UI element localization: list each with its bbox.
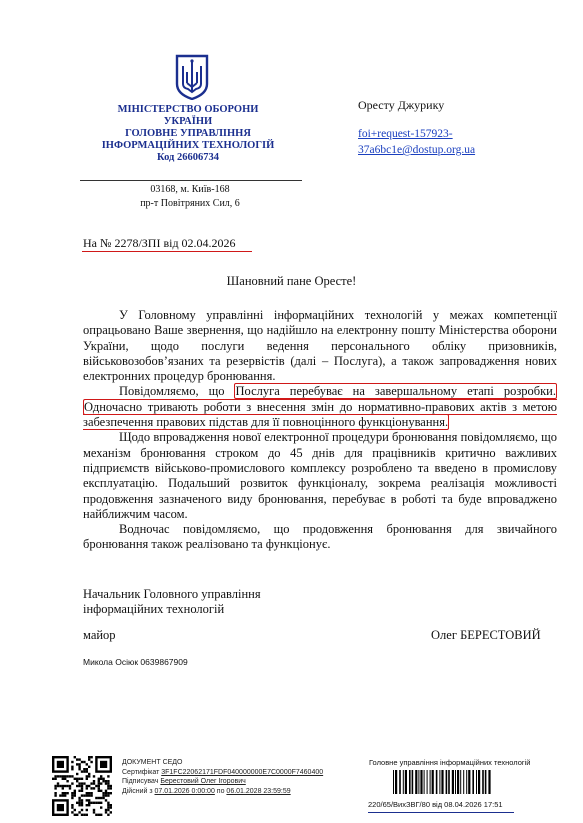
paragraph-3: Щодо впровадження нової електронної процедури бронювання повідомляємо, що механізм бронювання строком до 45 днів для працівників критично важливих підприємств військово-промислового комплексу розроблено та введено в промислову експлуатацію. Подальший розвиток функціоналу, зокрема реалізація можливості продовження зазначеного виду бронювання, перебуває в роботі та буде впроваджено найближчим часом. (83, 430, 557, 521)
stamp-cert-label: Сертифікат (122, 768, 162, 776)
address-line: пр-т Повітряних Сил, 6 (140, 198, 240, 209)
reference-underline (82, 251, 252, 252)
stamp-signer-label: Підписувач (122, 778, 161, 786)
signatory-rank: майор (83, 628, 116, 642)
ministry-line: МІНІСТЕРСТВО ОБОРОНИ (117, 104, 259, 115)
stamp-valid-from: 07.01.2026 0:00:00 (154, 787, 215, 795)
ministry-header (90, 104, 286, 164)
stamp-cert-value: 3F1FC22062171FDF040000000E7C0000F7460400 (161, 768, 324, 776)
highlight-service-status: Послуга перебуває на завершальному етапі розробки. (235, 384, 556, 399)
ministry-line: ІНФОРМАЦІЙНИХ ТЕХНОЛОГІЙ (101, 140, 275, 151)
email-line[interactable]: foi+request-157923- (358, 128, 453, 140)
barcode-icon (393, 770, 493, 794)
registry-number: 220/65/ВихЗВГ/80 від 08.04.2026 17:51 (368, 800, 503, 809)
ministry-line: ГОЛОВНЕ УПРАВЛІННЯ (125, 128, 251, 139)
registry-underline (368, 812, 514, 813)
stamp-signer (122, 777, 323, 787)
email-line[interactable]: 37a6bc1e@dostup.org.ua (358, 144, 476, 156)
paragraph-2 (83, 384, 557, 430)
paragraph-1: У Головному управлінні інформаційних технологій у межах компетенції опрацьовано Ваше звернення, що надійшло на електронну пошту Міністерства оборони України, щодо послуги ведення персонального обліку призовників, військовозобов’язаних та резервістів (далі – Послуга), а також запровадження нових електронних процедур бронювання. (83, 308, 557, 384)
greeting: Шановний пане Оресте! (226, 274, 357, 288)
stamp-certificate (122, 768, 323, 778)
highlight-legal-changes: Одночасно тривають роботи з внесення змін до нормативно-правових актів з метою забезпечення правових підстав для її повноцінного функціонування. (83, 399, 557, 430)
stamp-signer-value: Берестовий Олег Ігорович (160, 778, 246, 786)
coat-of-arms-icon (174, 54, 210, 100)
signatory-title (83, 587, 261, 617)
paragraph-4: Водночас повідомляємо, що продовження бронювання для звичайного бронювання також реалізовано та функціонує. (83, 522, 557, 552)
signatory-name: Олег БЕРЕСТОВИЙ (431, 628, 541, 642)
stamp-validity (122, 787, 323, 797)
stamp-valid-label: Дійсний з (122, 787, 155, 795)
stamp-doc-label: ДОКУМЕНТ СЕДО (122, 759, 183, 766)
paragraph-2-intro: Повідомляємо, що (119, 384, 235, 399)
qr-code-icon (52, 756, 112, 816)
registry-org: Головне управління інформаційних технологій (369, 758, 531, 767)
recipient-email-link[interactable] (358, 126, 475, 158)
e-signature-stamp (122, 758, 323, 796)
address-line: 03168, м. Київ-168 (150, 184, 230, 195)
ministry-line: УКРАЇНИ (163, 116, 213, 127)
stamp-valid-to: 06.01.2028 23:59:59 (226, 787, 291, 795)
recipient-name: Oресту Джурику (358, 98, 445, 112)
signatory-title-line: Начальник Головного управління (83, 587, 261, 601)
ministry-address (110, 183, 270, 211)
stamp-valid-to-label: по (214, 787, 227, 795)
reference-number: На № 2278/ЗПІ від 02.04.2026 (83, 236, 236, 250)
ministry-code: Код 26606734 (157, 152, 219, 163)
letter-body (83, 308, 557, 553)
signatory-title-line: інформаційних технологій (83, 602, 225, 616)
executor-contact: Микола Осіюк 0639867909 (83, 657, 188, 667)
address-divider (80, 180, 302, 181)
